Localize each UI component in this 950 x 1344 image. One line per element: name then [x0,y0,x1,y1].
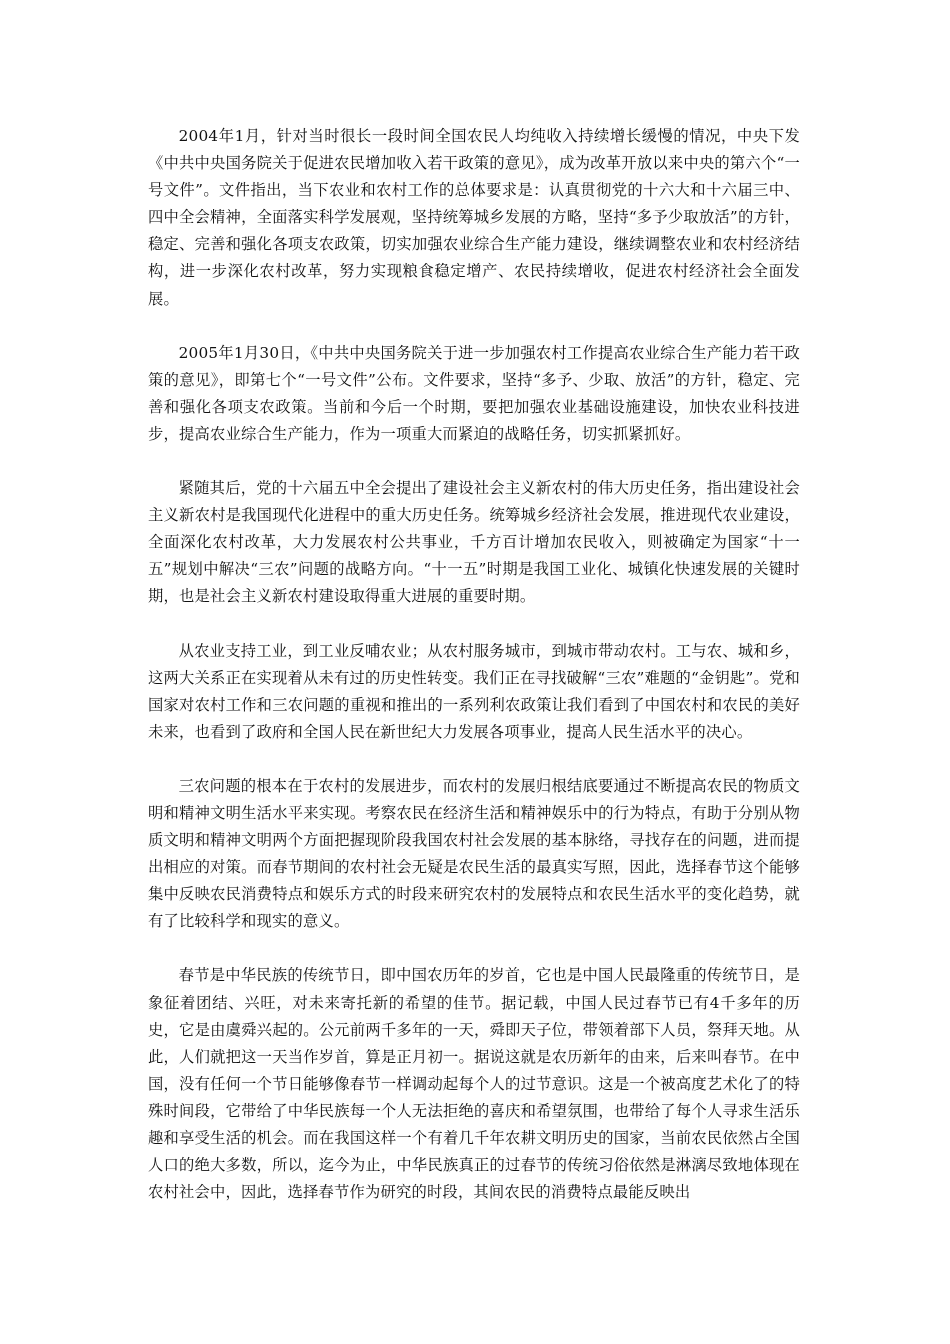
paragraph-2005-second-document: 2005年1月30日，《中共中央国务院关于进一步加强农村工作提高农业综合生产能力若干政策的意见》，即第七个“一号文件”公布。文件要求，坚持“多予、少取、放活”的方针，稳定、完善和强化各项支农政策。当前和今后一个时期，要把加强农业基础设施建设，加快农业科技进步，提高农业综合生产能力，作为一项重大而紧迫的战略任务，切实抓紧抓好。 [148,343,800,443]
paragraph-three-rural-issues: 三农问题的根本在于农村的发展进步，而农村的发展归根结底要通过不断提高农民的物质文明和精神文明生活水平来实现。考察农民在经济生活和精神娱乐中的行为特点，有助于分别从物质文明和精神文明两个方面把握现阶段我国农村社会发展的基本脉络，寻找存在的问题，进而提出相应的对策。而春节期间的农村社会无疑是农民生活的最真实写照，因此，选择春节这个能够集中反映农民消费特点和娱乐方式的时段来研究农村的发展特点和农民生活水平的变化趋势，就有了比较科学和现实的意义。 [148,776,800,931]
paragraph-2004-first-document: 2004年1月，针对当时很长一段时间全国农民人均纯收入持续增长缓慢的情况，中央下发《中共中央国务院关于促进农民增加收入若干政策的意见》，成为改革开放以来中央的第六个“一号文件”。文件指出，当下农业和农村工作的总体要求是：认真贯彻党的十六大和十六届三中、四中全会精神，全面落实科学发展观，坚持统筹城乡发展的方略，坚持“多予少取放活”的方针，稳定、完善和强化各项支农政策，切实加强农业综合生产能力建设，继续调整农业和农村经济结构，进一步深化农村改革，努力实现粮食稳定增产、农民持续增收，促进农村经济社会全面发展。 [148,127,800,308]
paragraph-spring-festival: 春节是中华民族的传统节日，即中国农历年的岁首，它也是中国人民最隆重的传统节日，是象征着团结、兴旺，对未来寄托新的希望的佳节。据记载，中国人民过春节已有4千多年的历史，它是由虞舜兴起的。公元前两千多年的一天，舜即天子位，带领着部下人员，祭拜天地。从此，人们就把这一天当作岁首，算是正月初一。据说这就是农历新年的由来，后来叫春节。在中国，没有任何一个节日能够像春节一样调动起每个人的过节意识。这是一个被高度艺术化了的特殊时间段，它带给了中华民族每一个人无法拒绝的喜庆和希望氛围，也带给了每个人寻求生活乐趣和享受生活的机会。而在我国这样一个有着几千年农耕文明历史的国家，当前农民依然占全国人口的绝大多数，所以，迄今为止，中华民族真正的过春节的传统习俗依然是淋漓尽致地体现在农村社会中，因此，选择春节作为研究的时段，其间农民的消费特点最能反映出 [148,966,800,1202]
paragraph-new-countryside: 紧随其后，党的十六届五中全会提出了建设社会主义新农村的伟大历史任务，指出建设社会主义新农村是我国现代化进程中的重大历史任务。统筹城乡经济社会发展，推进现代农业建设，全面深化农村改革，大力发展农村公共事业，千方百计增加农民收入，则被确定为国家“十一五”规划中解决“三农”问题的战略方向。“十一五”时期是我国工业化、城镇化快速发展的关键时期，也是社会主义新农村建设取得重大进展的重要时期。 [148,479,800,606]
paragraph-industry-agriculture: 从农业支持工业，到工业反哺农业；从农村服务城市，到城市带动农村。工与农、城和乡，这两大关系正在实现着从未有过的历史性转变。我们正在寻找破解“三农”难题的“金钥匙”。党和国家对农村工作和三农问题的重视和推出的一系列利农政策让我们看到了中国农村和农民的美好未来，也看到了政府和全国人民在新世纪大力发展各项事业，提高人民生活水平的决心。 [148,641,800,741]
document-body [148,123,800,1233]
